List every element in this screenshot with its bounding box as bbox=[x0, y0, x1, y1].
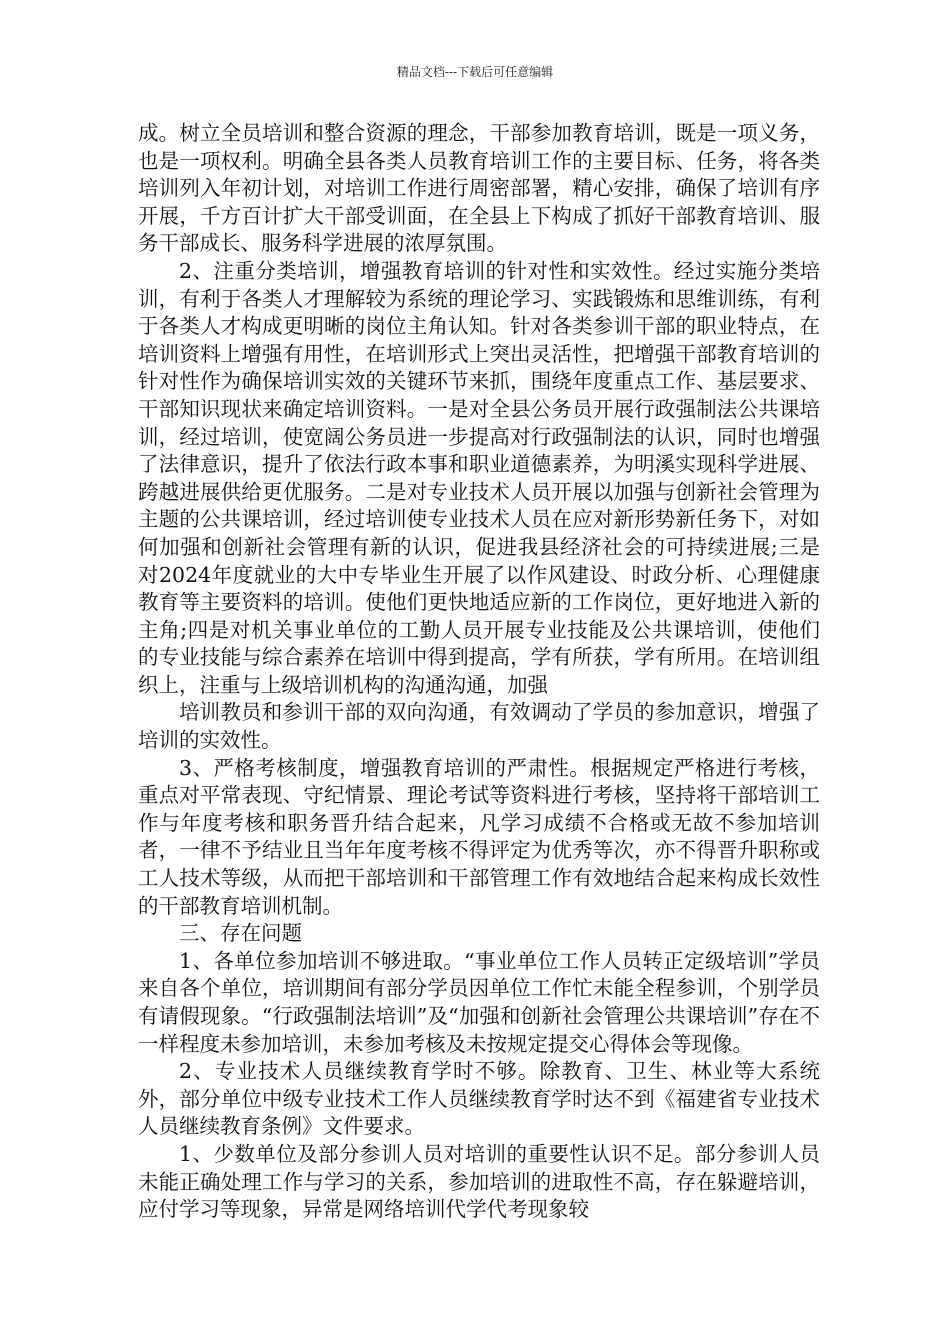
paragraph-6: 1、各单位参加培训不够进取。“事业单位工作人员转正定级培训”学员来自各个单位，培训期间有部分学员因单位工作忙未能全程参训，个别学员有请假现象。“行政强制法培训”及“加强和创新社会管理公共课培训”存在不一样程度未参加培训，未参加考核及未按规定提交心得体会等现像。 bbox=[138, 948, 820, 1056]
paragraph-8: 1、少数单位及部分参训人员对培训的重要性认识不足。部分参训人员未能正确处理工作与学习的关系，参加培训的进取性不高，存在躲避培训，应付学习等现象，异常是网络培训代学代考现象较 bbox=[138, 1141, 820, 1222]
document-body bbox=[138, 120, 820, 1224]
paragraph-3: 培训教员和参训干部的双向沟通，有效调动了学员的参加意识，增强了培训的实效性。 bbox=[138, 700, 820, 753]
section-heading-problems: 三、存在问题 bbox=[179, 921, 302, 946]
page-header: 精品文档---下载后可任意编辑 bbox=[396, 65, 554, 79]
paragraph-7: 2、专业技术人员继续教育学时不够。除教育、卫生、林业等大系统外，部分单位中级专业技术工作人员继续教育学时达不到《福建省专业技术人员继续教育条例》文件要求。 bbox=[138, 1059, 820, 1139]
paragraph-2: 2、注重分类培训，增强教育培训的针对性和实效性。经过实施分类培训，有利于各类人才理解较为系统的理论学习、实践锻炼和思维训练，有利于各类人才构成更明晰的岗位主角认知。针对各类参训干部的职业特点，在培训资料上增强有用性，在培训形式上突出灵活性，把增强干部教育培训的针对性作为确保培训实效的关键环节来抓，围绕年度重点工作、基层要求、干部知识现状来确定培训资料。一是对全县公务员开展行政强制法公共课培训，经过培训，使宽阔公务员进一步提高对行政强制法的认识，同时也增强了法律意识，提升了依法行政本事和职业道德素养，为明溪实现科学进展、跨越进展供给更优服务。二是对专业技术人员开展以加强与创新社会管理为主题的公共课培训，经过培训使专业技术人员在应对新形势新任务下，对如何加强和创新社会管理有新的认识，促进我县经济社会的可持续进展;三是对2024年度就业的大中专毕业生开展了以作风建设、时政分析、心理健康教育等主要资料的培训。使他们更快地适应新的工作岗位，更好地进入新的主角;四是对机关事业单位的工勤人员开展专业技能及公共课培训，使他们的专业技能与综合素养在培训中得到提高，学有所获，学有所用。在培训组织上，注重与上级培训机构的沟通沟通，加强 bbox=[138, 258, 820, 697]
paragraph-4: 3、严格考核制度，增强教育培训的严肃性。根据规定严格进行考核，重点对平常表现、守纪情景、理论考试等资料进行考核，坚持将干部培训工作与年度考核和职务晋升结合起来，凡学习成绩不合格或无故不参加培训者，一律不予结业且当年年度考核不得评定为优秀等次，亦不得晋升职称或工人技术等级，从而把干部培训和干部管理工作有效地结合起来构成长效性的干部教育培训机制。 bbox=[138, 755, 820, 918]
paragraph-1: 成。树立全员培训和整合资源的理念，干部参加教育培训，既是一项义务，也是一项权利。明确全县各类人员教育培训工作的主要目标、任务，将各类培训列入年初计划，对培训工作进行周密部署，精心安排，确保了培训有序开展，千方百计扩大干部受训面，在全县上下构成了抓好干部教育培训、服务干部成长、服务科学进展的浓厚氛围。 bbox=[138, 121, 820, 256]
